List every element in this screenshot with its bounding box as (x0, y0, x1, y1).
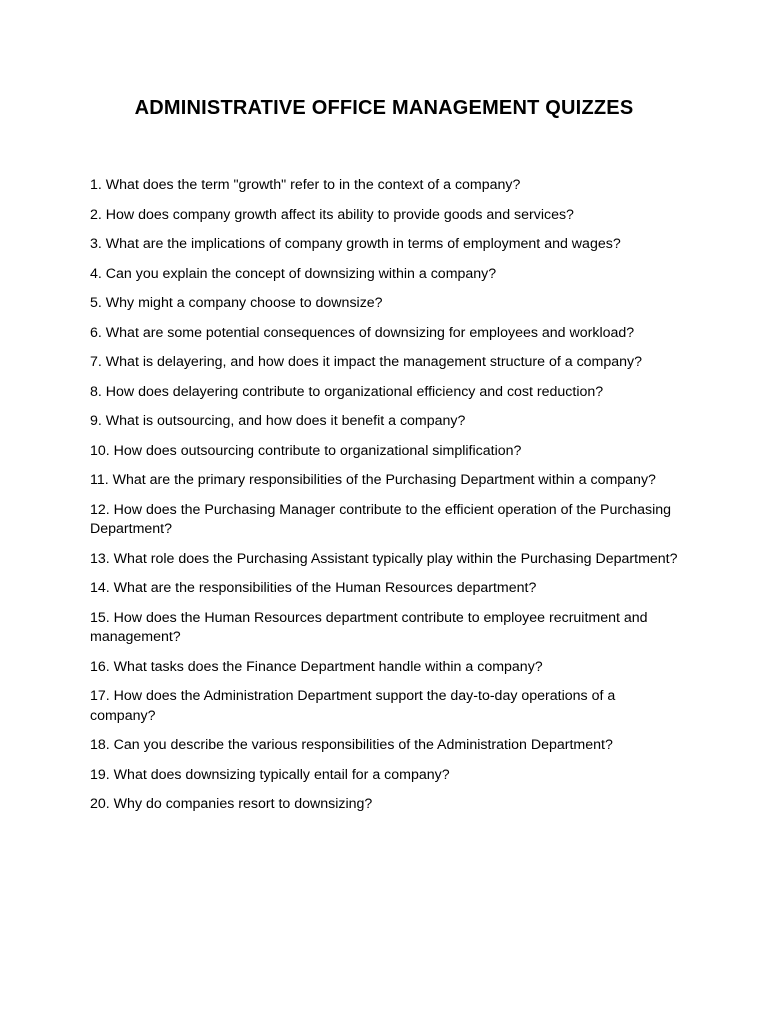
question-item: 20. Why do companies resort to downsizing? (90, 796, 373, 812)
question-item: 14. What are the responsibilities of the Human Resources department? (90, 580, 537, 596)
question-item: 15. How does the Human Resources department contribute to employee recruitment and management? (90, 609, 648, 645)
question-item: 8. How does delayering contribute to organizational efficiency and cost reduction? (90, 383, 604, 400)
question-item: 9. What is outsourcing, and how does it benefit a company? (90, 413, 466, 429)
question-item: 4. Can you explain the concept of downsizing within a company? (90, 265, 497, 282)
question-item: 17. How does the Administration Department support the day-to-day operations of a company? (90, 688, 616, 724)
page-title: ADMINISTRATIVE OFFICE MANAGEMENT QUIZZES (134, 97, 634, 119)
question-item: 10. How does outsourcing contribute to organizational simplification? (90, 442, 522, 459)
question-list (90, 176, 680, 825)
question-item: 16. What tasks does the Finance Department handle within a company? (90, 658, 543, 675)
question-item: 13. What role does the Purchasing Assistant typically play within the Purchasing Department? (90, 550, 678, 567)
question-item: 6. What are some potential consequences of downsizing for employees and workload? (90, 324, 635, 341)
question-item: 2. How does company growth affect its ability to provide goods and services? (90, 206, 574, 223)
question-item: 12. How does the Purchasing Manager contribute to the efficient operation of the Purchasing Department? (90, 501, 672, 537)
question-item: 11. What are the primary responsibilities of the Purchasing Department within a company? (90, 472, 656, 488)
question-item: 3. What are the implications of company growth in terms of employment and wages? (90, 236, 621, 252)
question-item: 18. Can you describe the various responsibilities of the Administration Department? (90, 737, 613, 753)
question-item: 19. What does downsizing typically entail for a company? (90, 766, 450, 783)
question-item: 5. Why might a company choose to downsize? (90, 295, 383, 311)
question-item: 1. What does the term "growth" refer to in the context of a company? (90, 177, 521, 193)
question-item: 7. What is delayering, and how does it impact the management structure of a company? (90, 354, 643, 370)
